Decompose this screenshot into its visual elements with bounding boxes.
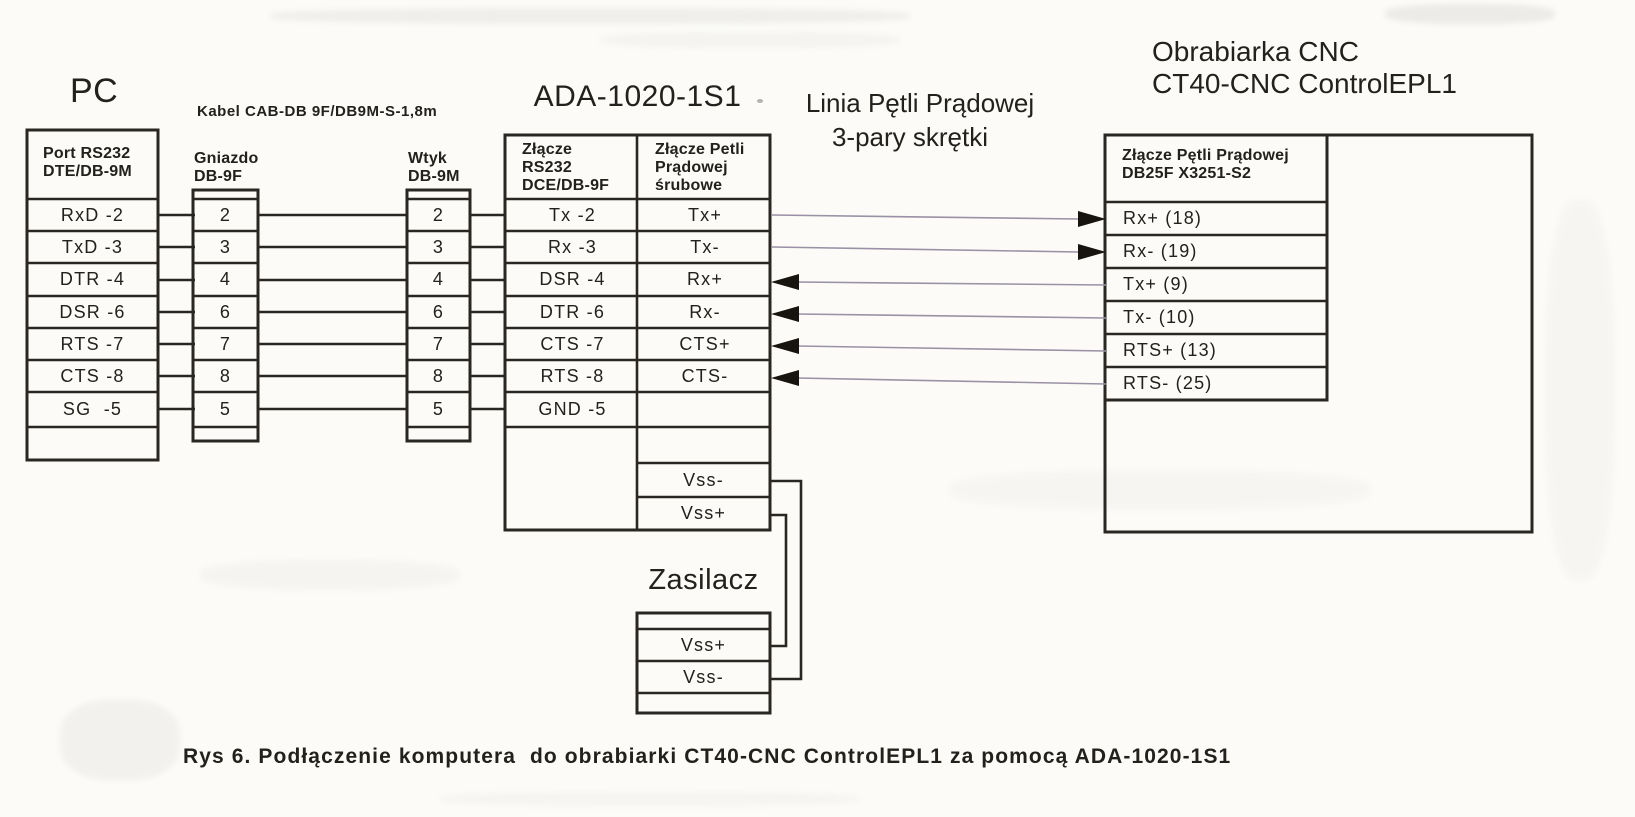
pc-row-txd: TxD -3 [61,236,124,257]
psu-vss-plus-cell: Vss+ [680,634,727,655]
figure-caption: Rys 6. Podłączenie komputera do obrabiarki CT40-CNC ControlEPL1 za pomocą ADA-1020-1S1 [183,745,1232,768]
plug-label [408,150,460,186]
ada-rs232-row: GND -5 [538,399,607,419]
header-line: DCE/DB-9F [522,177,610,194]
pc-table-header [43,145,132,181]
plug-pin: 6 [432,301,445,322]
header-line: DTE/DB-9M [43,163,132,180]
ada-loop-row: Tx- [690,236,720,257]
ada-loop-row: CTS- [681,365,729,386]
cnc-row-tx-minus: Tx- (10) [1123,307,1196,327]
header-line: RS232 [522,159,572,176]
arrow-right-rx-minus [1078,244,1106,260]
socket-pin: 7 [219,333,232,354]
header-line: DB-9F [194,168,243,185]
socket-pin: 8 [219,365,232,386]
header-line: śrubowe [655,177,723,194]
plug-to-ada-wires [469,215,506,409]
ada-loop-row: CTS+ [679,333,731,354]
ada-rs232-row: Tx -2 [548,204,596,225]
header-line: DB-9M [408,168,460,185]
pc-row-rts: RTS -7 [60,333,125,354]
header-line: Port RS232 [43,145,131,162]
cnc-title-line-2: CT40-CNC ControlEPL1 [1152,68,1457,99]
ada-loop-row: Rx+ [686,269,724,289]
cnc-row-rts-minus: RTS- (25) [1123,373,1213,393]
header-line: DB25F X3251-S2 [1122,165,1252,182]
loop-line-label-1: Linia Pętli Prądowej [805,88,1035,118]
arrow-left-cts-minus [771,370,799,386]
socket-pin: 4 [219,269,232,289]
pc-row-cts: CTS -8 [60,365,125,386]
ada-rs232-header [522,141,609,195]
cnc-connector-header [1122,147,1289,183]
plug-pin: 7 [432,333,445,354]
arrow-right-rx-plus [1078,211,1106,227]
cnc-row-tx-plus: Tx+ (9) [1123,274,1189,294]
vss-plus-wire [770,515,786,646]
pc-row-dtr: DTR -4 [59,269,126,289]
pc-row-sg: SG -5 [62,399,123,419]
socket-label [194,150,259,186]
arrow-left-rx-plus [771,274,799,290]
ada-rs232-row: CTS -7 [540,333,605,354]
current-loop-wires [771,211,1106,386]
header-line: Złącze Pętli Prądowej [1122,147,1289,164]
pc-to-socket-wires [158,215,195,409]
ada-vss-plus-cell: Vss+ [680,503,727,523]
pc-title: PC [70,72,119,110]
header-line: Złącze [522,141,573,158]
ada-loop-row: Rx- [689,301,721,322]
plug-pin: 3 [432,236,445,257]
cnc-row-rx-plus: Rx+ (18) [1123,208,1203,228]
socket-pin: 3 [219,236,232,257]
arrow-left-cts-plus [771,338,799,354]
psu-title: Zasilacz [648,564,759,596]
psu-wires [770,481,801,679]
cnc-row-rts-plus: RTS+ (13) [1123,340,1217,360]
pc-row-rxd: RxD -2 [60,204,125,225]
socket-to-plug-wires [258,215,408,409]
header-line: Wtyk [408,150,448,167]
header-line: Złącze Petli [655,141,745,158]
psu-vss-minus-cell: Vss- [683,666,724,687]
ada-vss-minus-cell: Vss- [683,469,724,490]
socket-pin: 6 [219,301,232,322]
plug-pin: 8 [432,365,445,386]
plug-pin: 2 [432,204,445,225]
ada-rs232-row: DTR -6 [539,301,606,322]
loop-line-label-2: 3-pary skrętki [831,122,989,152]
cnc-title-line-1: Obrabiarka CNC [1152,36,1359,67]
ada-loop-row: Tx+ [687,204,723,225]
plug-pin: 5 [432,399,445,419]
ada-rs232-row: DSR -4 [539,269,606,289]
pc-row-dsr: DSR -6 [59,301,126,322]
cnc-row-rx-minus: Rx- (19) [1123,241,1198,261]
arrow-left-rx-minus [771,306,799,322]
header-line: Gniazdo [194,150,259,167]
ada-rs232-row: Rx -3 [547,236,597,257]
ada-title: ADA-1020-1S1 [533,80,742,113]
socket-pin: 2 [219,204,232,225]
ada-rs232-row: RTS -8 [540,365,605,386]
ada-loop-header [655,141,745,195]
cable-label: Kabel CAB-DB 9F/DB9M-S-1,8m [197,103,438,120]
socket-pin: 5 [219,399,232,419]
plug-pin: 4 [432,269,445,289]
header-line: Prądowej [655,159,728,176]
